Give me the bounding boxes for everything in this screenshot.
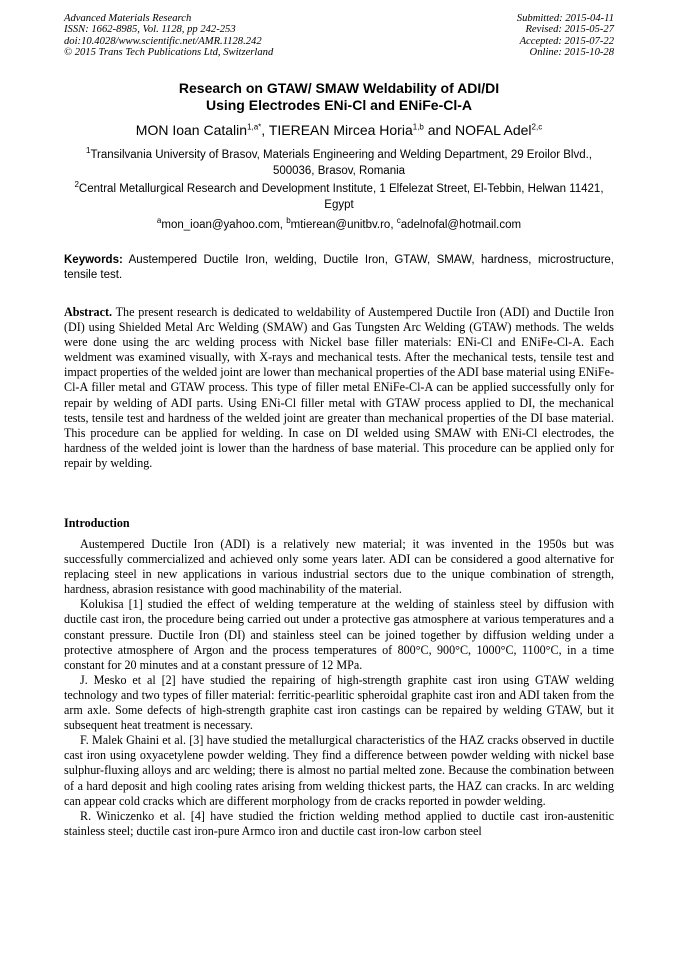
keywords [64,253,614,282]
affiliation-text: Transilvania University of Brasov, Materials Engineering and Welding Department, 29 Eroilor Blvd., 500036, Brasov, Romania [90,149,592,177]
author-superscript: 1,a* [247,122,262,132]
paper-title-line-1: Research on GTAW/ SMAW Weldability of ADI/DI [178,80,500,96]
journal-info [64,13,273,58]
paragraph: F. Malek Ghaini et al. [3] have studied the metallurgical characteristics of the HAZ cracks observed in ductile cast iron using oxyacetylene powder welding. They find a difference between powder welding with nickel base sulphur-fluxing alloys and arc welding; there is almost no partial melted zone. Because the combination between of a hard deposit and high cooling rates arising from welding thickest parts, the HAZ can cracks. In arc welding can appear cold cracks which are different morphology from de cracks reported in powder welding. [64,733,614,808]
paper-title-line-2: Using Electrodes ENi-Cl and ENiFe-Cl-A [205,97,473,113]
author-superscript: 2,c [531,122,543,132]
paragraph: J. Mesko et al [2] have studied the repairing of high-strength graphite cast iron using GTAW welding technology and two types of filler material: ferritic-pearlitic spheroidal graphite cast iron and ADI taken from the arm axle. Some defects of high-strength graphite cast iron castings can be repaired by welding GTAW, but it subsequent heat treatment is necessary. [64,672,614,733]
paragraph: R. Winiczenko et al. [4] have studied the friction welding method applied to ductile cast iron-austenitic stainless steel; ductile cast iron-pure Armco iron and ductile cast iron-low carbon steel [64,808,614,838]
author-list [64,122,614,139]
author-name: TIEREAN Mircea Horia [268,122,413,138]
paragraph: Kolukisa [1] studied the effect of welding temperature at the welding of stainless steel by diffusion with ductile cast iron, the procedure being carried out under a protective gas atmosphere at various temperatures and a constant pressure. Ductile Iron (DI) and stainless steel can be joined together by diffusion welding under a protective atmosphere of Argon and the process temperatures of 800°C, 900°C, 1000°C, 1100°C, in a time constant for 20 minutes and at a constant pressure of 12 MPa. [64,597,614,672]
affiliation-text: Central Metallurgical Research and Development Institute, 1 Elfelezat Street, El-Tebbin, Helwan 11421, Egypt [78,183,604,211]
paper-title [64,80,614,114]
date-accepted: Accepted: 2015-07-22 [519,35,614,47]
keywords-text: Austempered Ductile Iron, welding, Ductile Iron, GTAW, SMAW, hardness, microstructure, tensile test. [64,254,614,281]
affiliation-superscript: 2 [74,180,79,190]
publication-dates [517,13,614,58]
affiliation-2 [64,182,614,213]
journal-name: Advanced Materials Research [64,13,192,24]
affiliation-superscript: 1 [86,146,91,156]
paragraph: Austempered Ductile Iron (ADI) is a relatively new material; it was invented in the 1950s but was successfully commercialized and achieved only some years later. ADI can be considered a good alternative for replacing steel in new applications in various industrial sectors due to the unique combination of strength, hardness, abrasion resistance with good machinability of the material. [64,537,614,597]
journal-copyright: © 2015 Trans Tech Publications Ltd, Switzerland [64,46,274,58]
abstract [64,305,614,471]
abstract-text: The present research is dedicated to weldability of Austempered Ductile Iron (ADI) and Ductile Iron (DI) using Shielded Metal Arc Welding (SMAW) and Gas Tungsten Arc Welding (GTAW) methods. The welds were done using the arc welding process with Nickel base filler materials: ENi-Cl and ENiFe-Cl-A. Each weldment was examined visually, with X-rays and mechanical tests. After the mechanical tests, tensile test and impact properties of the welded joint are lower than mechanical properties of the ADI base material using ENiFe-Cl-A filler metal and GTAW process. This type of filler metal ENiFe-Cl-A can be applied successfully only for repair by welding of ADI parts. Using ENi-Cl filler metal with GTAW process applied to DI, the mechanical tests, tensile test and hardness of the welded joint are greater than mechanical properties of the DI base material. This procedure can be applied for welding. In case on DI welded using SMAW with ENi-Cl electrodes, the hardness of the welded joint is lower than the hardness of base material. This procedure can be applied only for repair by welding. [64,305,614,470]
section-heading: Introduction [64,516,130,530]
email-link[interactable]: adelnofal@hotmail.com [400,219,522,231]
email-superscript: a [156,216,162,226]
date-online: Online: 2015-10-28 [529,46,614,58]
abstract-label: Abstract. [64,305,113,319]
email-link[interactable]: mon_ioan@yahoo.com, [161,219,287,231]
email-link[interactable]: mtierean@unitbv.ro, [290,219,397,231]
journal-doi: doi:10.4028/www.scientific.net/AMR.1128.242 [64,35,262,47]
journal-issn: ISSN: 1662-8985, Vol. 1128, pp 242-253 [64,24,236,36]
author-superscript: 1,b [412,122,424,132]
author-separator: and [423,122,456,138]
author-emails [64,218,614,233]
email-superscript: b [286,216,291,226]
author-name: MON Ioan Catalin [135,122,248,138]
affiliation-1 [64,148,614,179]
author-separator: , [261,122,269,138]
email-superscript: c [396,216,401,226]
date-submitted: Submitted: 2015-04-11 [516,13,614,24]
author-name: NOFAL Adel [455,122,532,138]
keywords-label: Keywords: [64,254,123,266]
date-revised: Revised: 2015-05-27 [525,24,614,36]
introduction-body [64,537,614,839]
